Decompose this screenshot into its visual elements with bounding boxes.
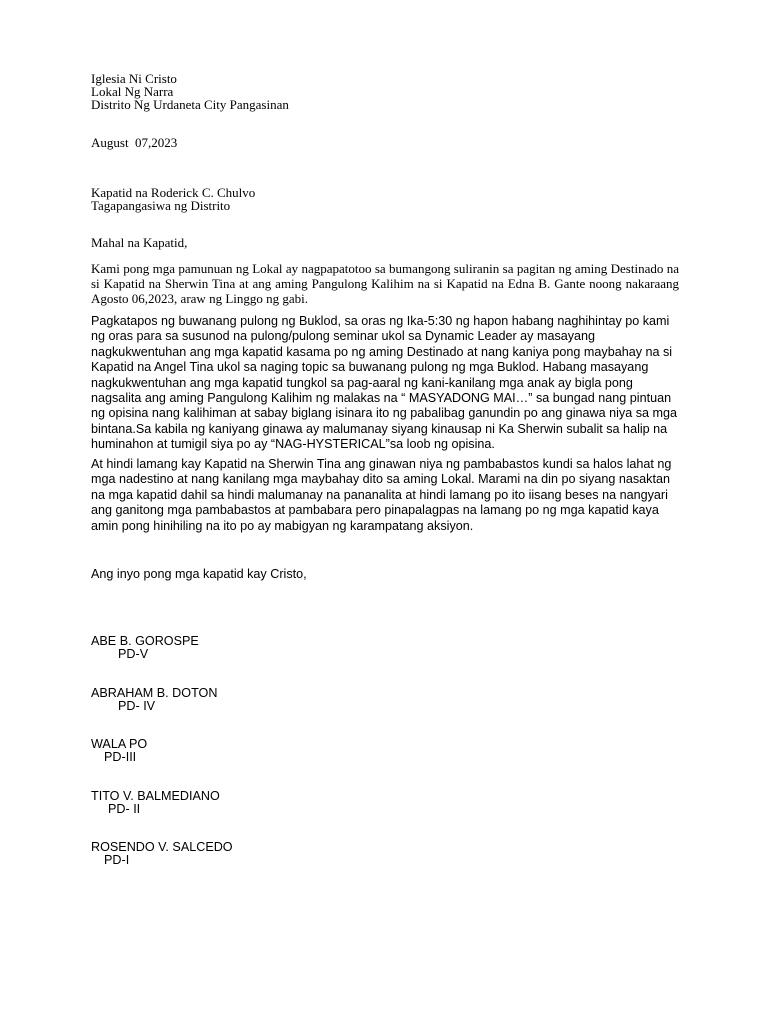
signatory-name: TITO V. BALMEDIANO: [91, 789, 220, 803]
signatory-3: [91, 738, 679, 764]
body-paragraph-3: At hindi lamang kay Kapatid na Sherwin Tina ang ginawan niya ng pambabastos kundi sa halos lahat ng mga nadestino at nang kanilang mga maybahay dito sa aming Lokal. Marami na din po siyang nasaktan na mga kapatid dahil sa hindi malumanay na pananalita at hindi lamang po ito iisang beses na nangyari ang ganitong mga pambabastos at pambabara pero pinapalagpas na lamang po ng mga kapatid kaya amin pong hinihiling na ito po ay mabigyan ng karampatang aksiyon.: [91, 457, 672, 533]
signatory-name: ABRAHAM B. DOTON: [91, 686, 218, 700]
letterhead: [91, 72, 679, 111]
local-name: Lokal Ng Narra: [91, 84, 174, 99]
signatory-4: [91, 790, 679, 816]
salutation-block: [91, 236, 679, 249]
church-name: Iglesia Ni Cristo: [91, 71, 177, 86]
signatory-2: [91, 687, 679, 713]
salutation: Mahal na Kapatid,: [91, 235, 188, 250]
district-name: Distrito Ng Urdaneta City Pangasinan: [91, 97, 289, 112]
signatory-title: PD- II: [108, 802, 141, 816]
closing: Ang inyo pong mga kapatid kay Cristo,: [91, 567, 307, 581]
letter-date: August 07,2023: [91, 135, 178, 150]
letter-date-block: [91, 136, 679, 149]
body-paragraph-1: Kami pong mga pamunuan ng Lokal ay nagpapatotoo sa bumangong suliranin sa pagitan ng aming Destinado na si Kapatid na Sherwin Tina at ang aming Pangulong Kalihim na si Kapatid na Edna B. Gante noong nakaraang Agosto 06,2023, araw ng Linggo ng gabi.: [91, 261, 679, 306]
closing-block: [91, 567, 679, 582]
signatory-title: PD-III: [104, 750, 137, 764]
signatory-title: PD-I: [104, 853, 130, 867]
recipient-block: [91, 186, 679, 212]
recipient-title: Tagapangasiwa ng Distrito: [91, 198, 231, 213]
signatory-title: PD-V: [118, 647, 149, 661]
signatory-name: ROSENDO V. SALCEDO: [91, 840, 233, 854]
signatory-5: [91, 841, 679, 867]
body-paragraph-2: Pagkatapos ng buwanang pulong ng Buklod, sa oras ng Ika-5:30 ng hapon habang naghihintay po kami ng oras para sa susunod na pulong/pulong seminar ukol sa Dynamic Leader ay masayang nagkukwentuhan ang mga kapatid kasama po ng aming Destinado at nang kaniya pong maybahay na si Kapatid na Angel Tina ukol sa naging topic sa buwanang pulong ng mga Buklod. Habang masayang nagkukwentuhan ang mga kapatid tungkol sa pag-aaral ng kani-kanilang mga anak ay bigla pong nagsalita ang aming Pangulong Kalihim ng malakas na “ MASYADONG MAI…” sa bungad nang pintuan ng opisina nang kalihiman at sabay biglang isinara ito ng pabalibag ganundin po ang ginawa niya sa mga bintana.Sa kabila ng kaniyang ginawa ay malumanay siyang kinausap ni Ka Sherwin subalit sa halip na huminahon at tumigil siya po ay “NAG-HYSTERICAL”sa loob ng opisina.: [91, 314, 678, 452]
recipient-name: Kapatid na Roderick C. Chulvo: [91, 185, 256, 200]
signatory-name: WALA PO: [91, 737, 148, 751]
signatory-title: PD- IV: [118, 699, 156, 713]
signatory-1: [91, 635, 679, 661]
signatory-name: ABE B. GOROSPE: [91, 634, 199, 648]
